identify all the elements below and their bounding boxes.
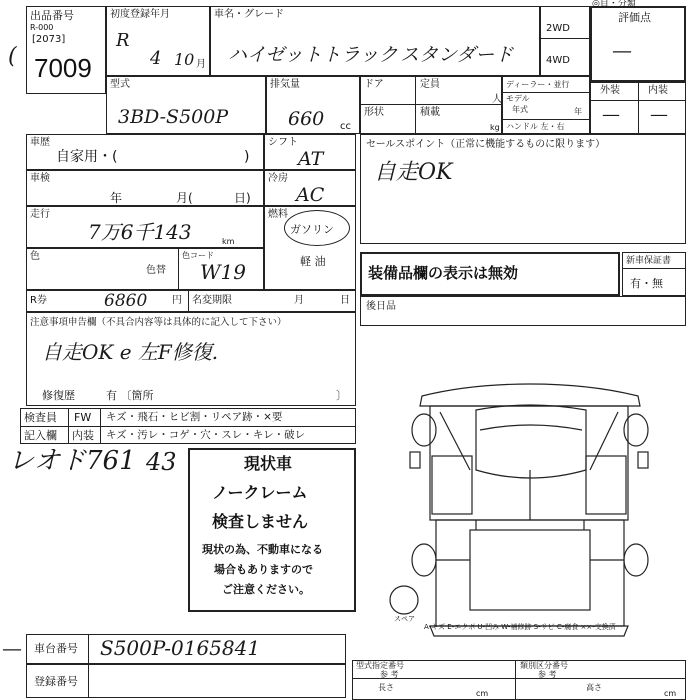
name-change-label: 名変期限: [192, 295, 232, 306]
grade-value: スタンダード: [400, 44, 514, 66]
type-label: 型式: [110, 79, 130, 90]
fuel-diesel: 軽 油: [300, 255, 326, 268]
stamp-line5: 場合もありますので: [214, 563, 313, 576]
month-unit: 月: [196, 59, 206, 70]
recycle-value: 6860: [104, 291, 148, 311]
inspector-label: 検査員: [24, 411, 57, 424]
chassis-value: S500P-0165841: [100, 636, 261, 660]
repair-yes: 有 〔箇所: [106, 389, 154, 402]
name-change-day: 日: [340, 295, 350, 306]
reg-label: 登録番号: [34, 675, 78, 688]
color-change-label: 色替: [146, 265, 166, 276]
insp-year: 年: [110, 191, 123, 205]
damage-legend: A-キズ E-エクボ U-凹み W-補修跡 S-サビ C-腐食 ××-交換済: [424, 623, 616, 631]
exterior-label: 外装: [600, 85, 620, 96]
model-name: ハイゼットトラック: [228, 44, 398, 66]
bottom-dash: —: [2, 636, 22, 660]
fw-items: キズ・飛石・ヒビ割・リペア跡・×要: [106, 411, 283, 423]
color-code-label: 色コード: [182, 251, 214, 260]
name-change-month: 月: [294, 295, 304, 306]
color-label: 色: [30, 251, 40, 262]
displacement-value: 660: [288, 108, 325, 130]
history-close: ): [244, 149, 250, 165]
lot-code: [2073]: [32, 34, 66, 45]
handle-label: ハンドル 左・右: [506, 122, 565, 131]
shift-value: AT: [298, 148, 324, 170]
mileage-label: 走行: [30, 209, 50, 220]
circled-number: 43: [146, 448, 177, 476]
drive-4wd: 4WD: [546, 55, 570, 66]
model-year-label: モデル: [506, 94, 530, 103]
kg-unit: kg: [490, 123, 500, 132]
top-right-marker: ◎目・分類: [592, 0, 636, 9]
year-value: 4: [150, 48, 162, 69]
stamp-line2: ノークレーム: [212, 483, 308, 502]
recycle-box: [26, 290, 356, 312]
score-label: 評価点: [618, 11, 651, 24]
notes-label: 注意事項申告欄（不具合内容等は具体的に記入して下さい）: [30, 317, 287, 328]
ref1: 参 考: [380, 670, 399, 679]
sales-point-box: [360, 134, 686, 244]
ac-value: AC: [296, 184, 325, 206]
door-label: ドア: [364, 79, 384, 90]
height-label: 高さ: [586, 683, 602, 692]
type-value: 3BD-S500P: [118, 106, 229, 128]
form-reg-label: 型式指定番号: [356, 661, 404, 670]
sales-point-value: 自走OK: [374, 160, 453, 185]
exterior-value: —: [602, 104, 620, 125]
drive-2wd: 2WD: [546, 23, 570, 34]
capacity-label: 定員: [420, 79, 440, 90]
score-value: —: [612, 38, 632, 62]
load-label: 積載: [420, 107, 440, 118]
equipment-notice: 装備品欄の表示は無効: [368, 264, 519, 282]
cc-unit: cc: [340, 121, 351, 132]
ref2: 参 考: [538, 670, 557, 679]
month-value: 10: [174, 50, 195, 69]
interior-value: —: [650, 104, 668, 125]
length-label: 長さ: [378, 683, 394, 692]
repair-label: 修復歴: [42, 389, 75, 402]
fuel-circle-mark: [284, 210, 350, 246]
stamp-line3: 検査しません: [212, 512, 309, 531]
inspection-label: 車検: [30, 173, 50, 184]
lot-number: 7009: [34, 53, 92, 83]
after-items-box: [360, 296, 686, 326]
chassis-label: 車台番号: [34, 642, 78, 655]
handwritten-code: レオド761: [8, 446, 136, 476]
warranty-label: 新車保証書: [626, 256, 672, 266]
recycle-label: R券: [30, 295, 47, 306]
history-label: 車歴: [30, 137, 50, 148]
yen-unit: 円: [172, 295, 182, 306]
class-label: 類別区分番号: [520, 661, 568, 670]
first-reg-label: 初度登録年月: [110, 9, 170, 20]
fuel-label: 燃料: [268, 209, 288, 220]
insp-month: 月(: [176, 191, 193, 205]
notes-value: 自走OK e 左F修復.: [42, 340, 219, 364]
year-unit: 年: [574, 107, 582, 116]
warranty-value: 有・無: [630, 277, 663, 290]
stamp-line6: ご注意ください。: [222, 583, 310, 596]
dealer-label: ディーラー・並行: [506, 80, 570, 89]
after-items-label: 後日品: [366, 301, 396, 312]
fuel-gasoline: ガソリン: [290, 223, 334, 236]
field-label: 記入欄: [24, 429, 57, 442]
repair-close: 〕: [336, 389, 347, 402]
interior-check-label: 内装: [72, 429, 94, 442]
interior-items: キズ・汚レ・コゲ・穴・スレ・キレ・破レ: [106, 429, 306, 441]
spare-label: スペア: [394, 615, 415, 623]
color-code-value: W19: [200, 260, 247, 284]
displacement-label: 排気量: [270, 79, 300, 90]
shift-label: シフト: [268, 137, 298, 148]
model-year-sub: 年式: [512, 105, 528, 114]
inspection-box: [26, 170, 264, 206]
era-value: R: [116, 30, 130, 51]
history-value: 自家用・(: [56, 149, 118, 165]
interior-label: 内装: [648, 85, 668, 96]
lot-label: 出品番号: [30, 9, 74, 22]
cm-unit-2: cm: [664, 689, 677, 698]
cm-unit-1: cm: [476, 689, 489, 698]
mileage-value: 7万6千143: [88, 220, 192, 244]
shape-label: 形状: [364, 107, 384, 118]
fw-label: FW: [74, 411, 92, 424]
km-unit: km: [222, 237, 235, 246]
lot-paren: (: [8, 44, 17, 69]
sales-point-label: セールスポイント（正常に機能するものに限ります）: [366, 139, 606, 150]
stamp-line4: 現状の為、不動車になる: [202, 543, 323, 556]
insp-day: 日): [234, 191, 251, 205]
person-unit: 人: [492, 94, 502, 105]
lot-label-sub: R-000: [30, 23, 54, 32]
stamp-title: 現状車: [244, 454, 293, 473]
ac-label: 冷房: [268, 173, 288, 184]
model-label: 車名・グレード: [214, 9, 284, 20]
